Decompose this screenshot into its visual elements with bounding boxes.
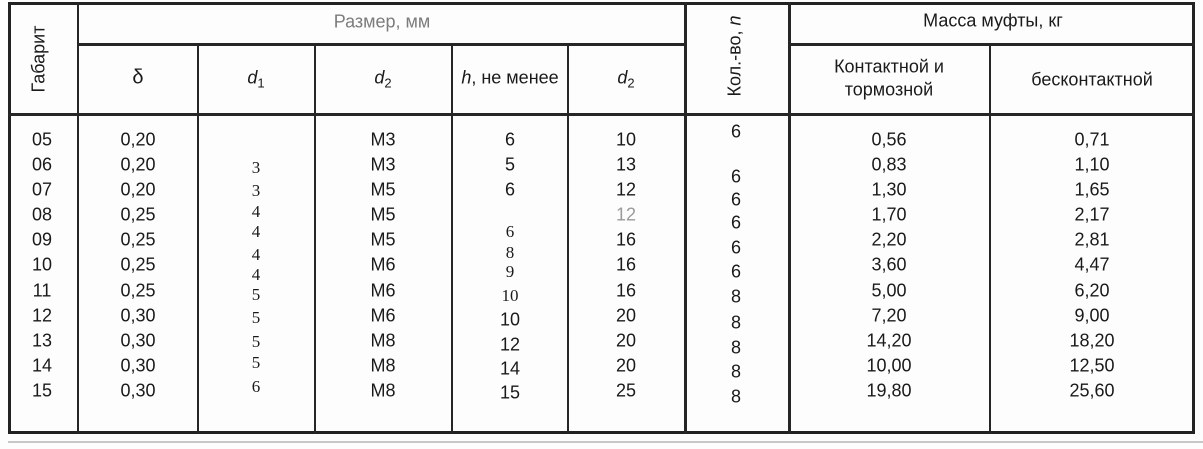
cell-gabarit: 12 bbox=[31, 305, 53, 326]
cell-mass_noncontact: 2,17 bbox=[1074, 204, 1110, 225]
cell-delta: 0,25 bbox=[120, 204, 156, 225]
cell-mass_contact: 19,80 bbox=[866, 380, 912, 401]
cell-h: 12 bbox=[499, 334, 521, 355]
cell-mass_contact: 7,20 bbox=[871, 305, 907, 326]
cell-gabarit: 14 bbox=[31, 355, 53, 376]
grid-line bbox=[77, 43, 687, 46]
cell-qty: 8 bbox=[730, 361, 742, 382]
grid-line bbox=[989, 44, 991, 434]
cell-d2_thread: M6 bbox=[370, 280, 396, 301]
cell-h: 10 bbox=[501, 286, 519, 305]
cell-mass_noncontact: 18,20 bbox=[1069, 330, 1115, 351]
subheader-h bbox=[461, 68, 558, 89]
cell-mass_contact: 0,56 bbox=[871, 129, 907, 150]
grid-line bbox=[567, 44, 569, 434]
cell-d2_thread: M5 bbox=[370, 204, 396, 225]
subheader-delta: δ bbox=[132, 66, 144, 89]
cell-gabarit: 09 bbox=[31, 229, 53, 250]
cell-gabarit: 13 bbox=[31, 330, 53, 351]
cell-mass_noncontact: 12,50 bbox=[1069, 355, 1115, 376]
cell-d2_outer: 20 bbox=[615, 355, 637, 376]
column-header-gabarit: Габарит bbox=[28, 25, 49, 93]
scan-artifact-line bbox=[8, 441, 1203, 443]
cell-qty: 6 bbox=[730, 261, 742, 282]
cell-delta: 0,30 bbox=[120, 330, 156, 351]
cell-qty: 8 bbox=[730, 386, 742, 407]
cell-gabarit: 15 bbox=[31, 380, 53, 401]
cell-gabarit: 08 bbox=[31, 204, 53, 225]
cell-h: 14 bbox=[499, 358, 521, 379]
subheader-mass-contact: Контактной и тормозной bbox=[834, 56, 944, 99]
cell-d2_thread: M8 bbox=[370, 330, 396, 351]
cell-delta: 0,25 bbox=[120, 229, 156, 250]
cell-h: 10 bbox=[499, 309, 521, 330]
cell-gabarit: 10 bbox=[31, 254, 53, 275]
table-frame bbox=[8, 2, 1195, 434]
cell-qty: 6 bbox=[730, 166, 742, 187]
cell-qty: 8 bbox=[730, 286, 742, 307]
cell-d2_outer: 12 bbox=[615, 179, 637, 200]
grid-line bbox=[684, 2, 687, 434]
cell-h: 9 bbox=[505, 262, 515, 281]
cell-mass_noncontact: 9,00 bbox=[1074, 305, 1110, 326]
cell-mass_contact: 10,00 bbox=[866, 355, 912, 376]
cell-mass_contact: 1,30 bbox=[871, 179, 907, 200]
cell-d2_thread: M3 bbox=[370, 129, 396, 150]
cell-d2_outer: 16 bbox=[615, 254, 637, 275]
subheader-d1-sub: 1 bbox=[257, 75, 265, 91]
subheader-h-rest: , не менее bbox=[471, 67, 559, 88]
cell-h: 6 bbox=[504, 129, 516, 150]
cell-d1: 4 bbox=[251, 245, 261, 264]
cell-delta: 0,20 bbox=[120, 154, 156, 175]
cell-d1: 5 bbox=[251, 308, 261, 327]
subheader-d2b-sub: 2 bbox=[627, 75, 635, 91]
cell-d1: 4 bbox=[251, 202, 261, 221]
cell-mass_contact: 1,70 bbox=[871, 204, 907, 225]
cell-d2_outer: 10 bbox=[615, 129, 637, 150]
cell-d2_outer: 20 bbox=[615, 305, 637, 326]
cell-d2_thread: M8 bbox=[370, 380, 396, 401]
cell-delta: 0,30 bbox=[120, 355, 156, 376]
cell-h: 6 bbox=[505, 222, 515, 241]
cell-d1: 3 bbox=[251, 181, 261, 200]
grid-line bbox=[788, 2, 791, 434]
cell-d2_outer: 12 bbox=[615, 204, 637, 225]
subheader-d2a bbox=[374, 68, 391, 89]
cell-d2_thread: M6 bbox=[370, 305, 396, 326]
cell-mass_noncontact: 6,20 bbox=[1074, 280, 1110, 301]
subheader-h-base: h bbox=[461, 67, 472, 88]
cell-d2_outer: 16 bbox=[615, 229, 637, 250]
cell-delta: 0,20 bbox=[120, 129, 156, 150]
grid-line bbox=[451, 44, 453, 434]
cell-gabarit: 07 bbox=[31, 179, 53, 200]
grid-line bbox=[788, 43, 1195, 46]
subheader-d2b bbox=[617, 68, 634, 89]
cell-d2_thread: M6 bbox=[370, 254, 396, 275]
cell-qty: 8 bbox=[730, 337, 742, 358]
subheader-d1-base: d bbox=[247, 67, 258, 88]
grid-line bbox=[314, 44, 316, 434]
cell-d1: 5 bbox=[251, 285, 261, 304]
subheader-d2b-base: d bbox=[617, 67, 628, 88]
cell-qty: 6 bbox=[730, 189, 742, 210]
subheader-d2a-sub: 2 bbox=[384, 75, 392, 91]
cell-delta: 0,30 bbox=[120, 380, 156, 401]
group-header-mass-kg: Масса муфты, кг bbox=[923, 10, 1063, 31]
cell-mass_noncontact: 1,10 bbox=[1074, 154, 1110, 175]
cell-h: 5 bbox=[504, 154, 516, 175]
cell-delta: 0,30 bbox=[120, 305, 156, 326]
subheader-d2a-base: d bbox=[374, 67, 385, 88]
group-header-size-mm: Размер, мм bbox=[333, 11, 431, 32]
cell-qty: 6 bbox=[730, 237, 742, 258]
cell-mass_contact: 5,00 bbox=[871, 280, 907, 301]
column-header-qty bbox=[725, 16, 746, 97]
cell-h: 8 bbox=[505, 243, 515, 262]
cell-h: 6 bbox=[504, 179, 516, 200]
cell-d2_outer: 25 bbox=[615, 380, 637, 401]
cell-d2_thread: M5 bbox=[370, 229, 396, 250]
cell-mass_noncontact: 1,65 bbox=[1074, 179, 1110, 200]
cell-qty: 6 bbox=[730, 121, 742, 142]
cell-delta: 0,20 bbox=[120, 179, 156, 200]
cell-qty: 8 bbox=[730, 312, 742, 333]
grid-line bbox=[8, 113, 1195, 116]
grid-line bbox=[77, 2, 79, 434]
cell-d1: 4 bbox=[251, 222, 261, 241]
cell-d2_thread: M8 bbox=[370, 355, 396, 376]
qty-header-text: Кол.-во, bbox=[724, 25, 745, 97]
grid-line bbox=[197, 44, 199, 434]
cell-mass_noncontact: 0,71 bbox=[1074, 129, 1110, 150]
cell-mass_contact: 0,83 bbox=[871, 154, 907, 175]
cell-mass_contact: 14,20 bbox=[866, 330, 912, 351]
cell-mass_contact: 2,20 bbox=[871, 229, 907, 250]
cell-gabarit: 11 bbox=[32, 280, 52, 301]
cell-mass_noncontact: 25,60 bbox=[1069, 380, 1115, 401]
subheader-mass-noncontact: бесконтактной bbox=[1031, 69, 1153, 90]
cell-mass_noncontact: 2,81 bbox=[1074, 229, 1110, 250]
cell-gabarit: 06 bbox=[31, 154, 53, 175]
cell-d1: 5 bbox=[251, 353, 261, 372]
cell-d1: 4 bbox=[251, 265, 261, 284]
cell-d2_outer: 13 bbox=[615, 154, 637, 175]
cell-d2_thread: M5 bbox=[370, 179, 396, 200]
cell-d2_outer: 20 bbox=[615, 330, 637, 351]
subheader-d1 bbox=[247, 68, 264, 89]
cell-d1: 6 bbox=[251, 377, 261, 396]
cell-qty: 6 bbox=[730, 212, 742, 233]
cell-d2_thread: M3 bbox=[370, 154, 396, 175]
cell-d2_outer: 16 bbox=[615, 280, 637, 301]
cell-mass_noncontact: 4,47 bbox=[1074, 254, 1110, 275]
cell-d1: 3 bbox=[251, 158, 261, 177]
cell-delta: 0,25 bbox=[120, 280, 156, 301]
cell-gabarit: 05 bbox=[31, 129, 53, 150]
cell-h: 15 bbox=[499, 382, 521, 403]
cell-mass_contact: 3,60 bbox=[871, 254, 907, 275]
cell-d1: 5 bbox=[251, 332, 261, 351]
qty-header-symbol: n bbox=[724, 15, 745, 26]
cell-delta: 0,25 bbox=[120, 254, 156, 275]
